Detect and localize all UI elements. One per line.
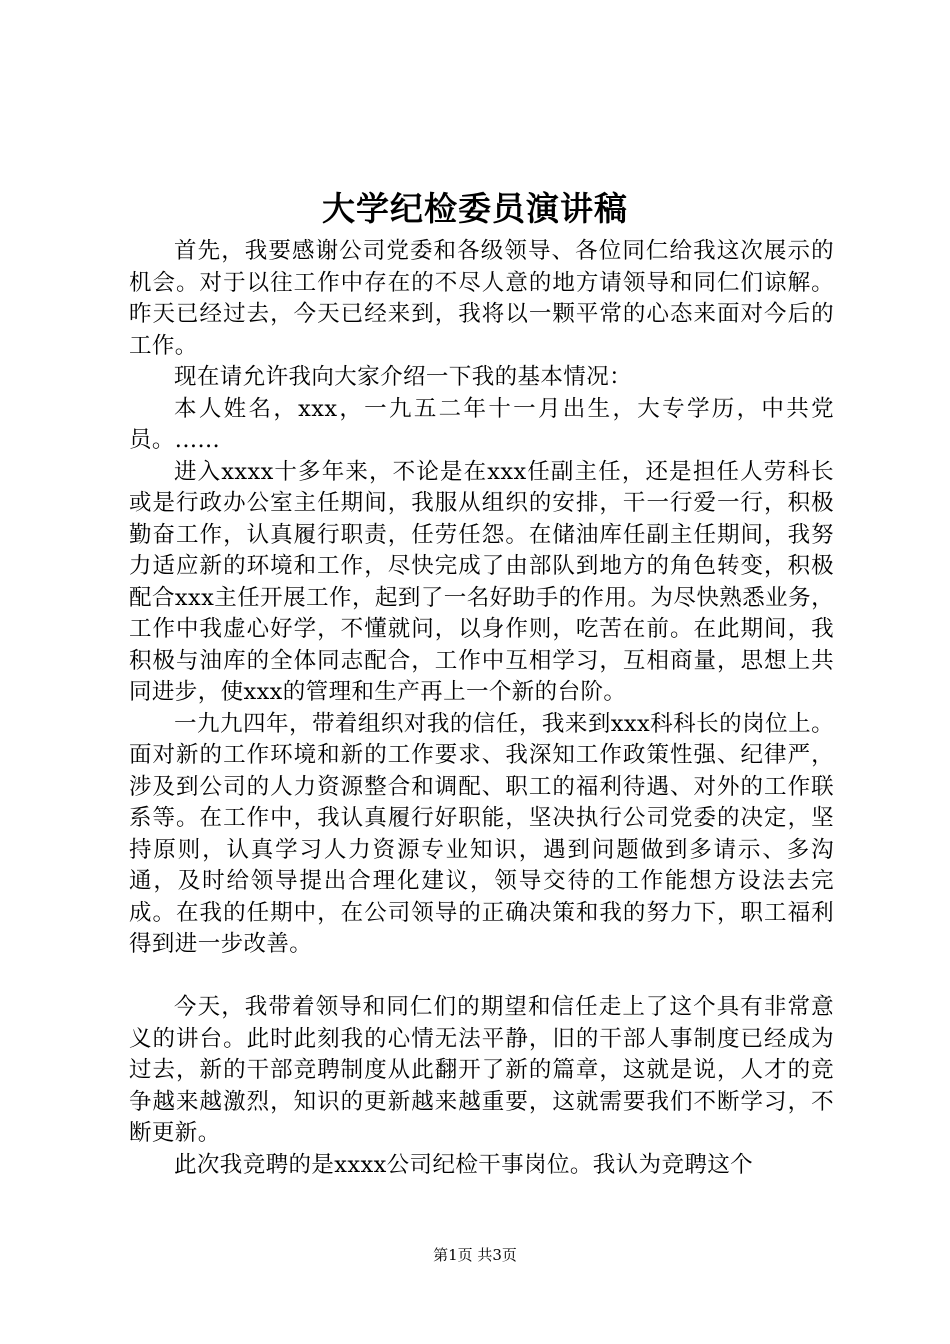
document-title: 大学纪检委员演讲稿 <box>322 189 628 228</box>
paragraph-work-history: 进入xxxx十多年来，不论是在xxx任副主任，还是担任人劳科长或是行政办公室主任期间，我服从组织的安排，干一行爱一行，积极勤奋工作，认真履行职责，任劳任怨。在储油库任副主任期间，我努力适应新的环境和工作，尽快完成了由部队到地方的角色转变，积极配合xxx主任开展工作，起到了一名好助手的作用。为尽快熟悉业务，工作中我虚心好学，不懂就问，以身作则，吃苦在前。在此期间，我积极与油库的全体同志配合，工作中互相学习，互相商量，思想上共同进步，使xxx的管理和生产再上一个新的台阶。 <box>129 458 834 705</box>
paragraph-opening: 首先，我要感谢公司党委和各级领导、各位同仁给我这次展示的机会。对于以往工作中存在的不尽人意的地方请领导和同仁们谅解。昨天已经过去，今天已经来到，我将以一颗平常的心态来面对今后的工作。 <box>129 238 834 359</box>
paragraph-1994-role: 一九九四年，带着组织对我的信任，我来到xxx科科长的岗位上。面对新的工作环境和新的工作要求、我深知工作政策性强、纪律严，涉及到公司的人力资源整合和调配、职工的福利待遇、对外的工作联系等。在工作中，我认真履行好职能，坚决执行公司党委的决定，坚持原则，认真学习人力资源专业知识，遇到问题做到多请示、多沟通，及时给领导提出合理化建议，领导交待的工作能想方设法去完成。在我的任期中，在公司领导的正确决策和我的努力下，职工福利得到进一步改善。 <box>129 710 834 957</box>
page-number: 第1页 共3页 <box>433 1246 517 1264</box>
paragraph-basic-info: 本人姓名，xxx，一九五二年十一月出生，大专学历，中共党员。...... <box>129 395 834 453</box>
paragraph-gap <box>129 961 834 993</box>
paragraph-position: 此次我竞聘的是xxxx公司纪检干事岗位。我认为竞聘这个 <box>174 1151 754 1178</box>
document-body <box>129 236 834 1181</box>
paragraph-introduction: 现在请允许我向大家介绍一下我的基本情况： <box>174 364 633 390</box>
paragraph-today: 今天，我带着领导和同仁们的期望和信任走上了这个具有非常意义的讲台。此时此刻我的心情无法平静，旧的干部人事制度已经成为过去，新的干部竞聘制度从此翻开了新的篇章，这就是说，人才的竞争越来越激烈，知识的更新越来越重要，这就需要我们不断学习，不断更新。 <box>129 994 834 1146</box>
